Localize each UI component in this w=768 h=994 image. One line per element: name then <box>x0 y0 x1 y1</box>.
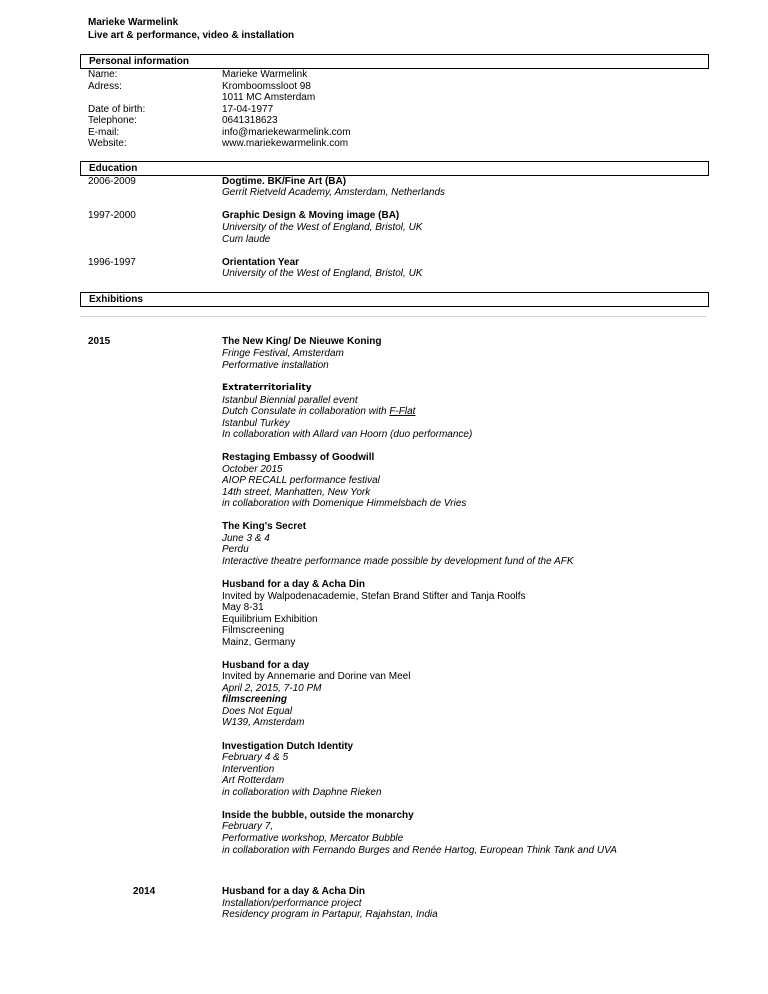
exhibition-title: Extraterritoriality <box>222 383 312 393</box>
exhibition-detail: May 8-31 <box>222 602 264 613</box>
education-title: Orientation Year <box>222 257 300 268</box>
divider <box>80 316 706 317</box>
personal-value: www.mariekewarmelink.com <box>222 138 349 149</box>
education-years: 1996-1997 <box>88 257 136 268</box>
exhibition-detail: Residency program in Partapur, Rajahstan, India <box>222 909 438 920</box>
exhibition-title: Investigation Dutch Identity <box>222 741 354 752</box>
exhibition-detail: in collaboration with Fernando Burges and Renée Hartog, European Think Tank and UVA <box>222 845 617 856</box>
exhibition-detail: W139, Amsterdam <box>222 717 305 728</box>
section-title: Personal information <box>89 56 190 67</box>
exhibition-title: Husband for a day <box>222 660 310 671</box>
exhibition-title: The King's Secret <box>222 521 307 532</box>
exhibition-detail: Istanbul Turkey <box>222 418 290 429</box>
exhibition-detail: June 3 & 4 <box>222 533 270 544</box>
personal-value: Kromboomssloot 98 <box>222 81 311 92</box>
cv-name: Marieke Warmelink <box>88 17 179 28</box>
exhibition-detail: Invited by Walpodenacademie, Stefan Brand Stifter and Tanja Roolfs <box>222 591 526 602</box>
section-title: Education <box>89 163 138 174</box>
exhibition-detail: Intervention <box>222 764 275 775</box>
exhibition-title: Inside the bubble, outside the monarchy <box>222 810 414 821</box>
section-title: Exhibitions <box>89 294 143 305</box>
exhibition-detail: filmscreening <box>222 694 288 705</box>
cv-tagline: Live art & performance, video & installation <box>88 30 295 41</box>
exhibition-detail: Istanbul Biennial parallel event <box>222 395 358 406</box>
exhibition-detail: Invited by Annemarie and Dorine van Meel <box>222 671 411 682</box>
exhibition-detail: April 2, 2015, 7-10 PM <box>222 683 322 694</box>
personal-section-header <box>80 54 709 69</box>
exhibition-detail: In collaboration with Allard van Hoorn (duo performance) <box>222 429 473 440</box>
exhibition-detail: 14th street, Manhatten, New York <box>222 487 371 498</box>
personal-label: Website: <box>88 138 127 149</box>
exhibition-detail-with-link <box>222 406 415 418</box>
education-title: Graphic Design & Moving image (BA) <box>222 210 400 221</box>
exhibition-detail: Art Rotterdam <box>222 775 285 786</box>
exhibition-detail: February 7, <box>222 821 274 832</box>
personal-label: Name: <box>88 69 118 80</box>
personal-label: E-mail: <box>88 127 120 138</box>
personal-value: Marieke Warmelink <box>222 69 308 80</box>
f-flat-link[interactable]: F-Flat <box>389 406 416 417</box>
exhibition-detail: AIOP RECALL performance festival <box>222 475 380 486</box>
education-years: 1997-2000 <box>88 210 136 221</box>
exhibition-title: Husband for a day & Acha Din <box>222 886 365 897</box>
personal-value: 0641318623 <box>222 115 278 126</box>
exhibition-detail: Performative installation <box>222 360 329 371</box>
personal-label: Date of birth: <box>88 104 146 115</box>
exhibition-title: The New King/ De Nieuwe Koning <box>222 336 382 347</box>
exhibition-detail: Dutch Consulate in collaboration with <box>222 406 390 417</box>
personal-label: Telephone: <box>88 115 137 126</box>
education-title: Dogtime. BK/Fine Art (BA) <box>222 176 347 187</box>
exhibition-detail: Mainz, Germany <box>222 637 296 648</box>
education-section-header <box>80 161 709 176</box>
personal-value: 17-04-1977 <box>222 104 274 115</box>
exhibitions-section-header <box>80 292 709 307</box>
exhibition-detail: Interactive theatre performance made possible by development fund of the AFK <box>222 556 574 567</box>
education-detail: Cum laude <box>222 234 271 245</box>
exhibition-detail: Equilibrium Exhibition <box>222 614 318 625</box>
exhibition-year: 2014 <box>133 886 156 897</box>
exhibition-detail: Filmscreening <box>222 625 285 636</box>
exhibition-detail: October 2015 <box>222 464 283 475</box>
exhibition-title: Restaging Embassy of Goodwill <box>222 452 375 463</box>
education-detail: Gerrit Rietveld Academy, Amsterdam, Netherlands <box>222 187 446 198</box>
exhibition-detail: Does Not Equal <box>222 706 293 717</box>
exhibition-detail: in collaboration with Domenique Himmelsbach de Vries <box>222 498 467 509</box>
education-detail: University of the West of England, Bristol, UK <box>222 222 423 233</box>
exhibition-year: 2015 <box>88 336 111 347</box>
exhibition-title: Husband for a day & Acha Din <box>222 579 365 590</box>
education-detail: University of the West of England, Bristol, UK <box>222 268 423 279</box>
exhibition-detail: Installation/performance project <box>222 898 362 909</box>
personal-value: info@mariekewarmelink.com <box>222 127 351 138</box>
exhibition-detail: Fringe Festival, Amsterdam <box>222 348 344 359</box>
exhibition-detail: Perdu <box>222 544 249 555</box>
exhibition-detail: in collaboration with Daphne Rieken <box>222 787 382 798</box>
exhibition-detail: February 4 & 5 <box>222 752 289 763</box>
education-years: 2006-2009 <box>88 176 136 187</box>
personal-label: Adress: <box>88 81 122 92</box>
exhibition-detail: Performative workshop, Mercator Bubble <box>222 833 404 844</box>
personal-value: 1011 MC Amsterdam <box>222 92 316 103</box>
